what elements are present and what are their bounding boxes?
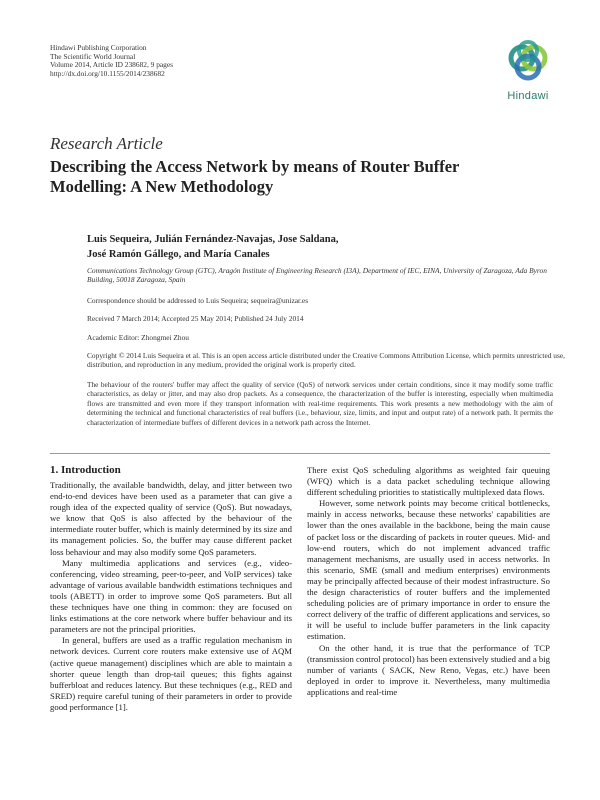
hindawi-logo-text: Hindawi (507, 90, 549, 102)
author-list (87, 232, 557, 262)
authors-line-1: Luis Sequeira, Julián Fernández-Navajas, Jose Saldana, (87, 234, 339, 245)
article-type: Research Article (50, 134, 163, 153)
hindawi-logo (498, 36, 558, 102)
received-dates: Received 7 March 2014; Accepted 25 May 2014; Published 24 July 2014 (87, 314, 304, 323)
paragraph: There exist QoS scheduling algorithms as weighted fair queuing (WFQ) which is a data packet scheduling technique allowing different scheduling priorities to statistically multiplexed data flows. (307, 465, 550, 498)
section-heading: 1. Introduction (50, 464, 121, 476)
paragraph: However, some network points may become critical bottlenecks, mainly in access networks, because these networks' capabilities are lower than the ones available in the backbone, being the main cause of packet loss or the discarding of packets in router queues. Mid- and low-end routers, which do not implement advanced traffic management mechanisms, are usually used in access networks. In this scenario, SME (small and medium enterprises) environments may be principally affected because of their modest infrastructure. So the design characteristics of router buffers and the implemented scheduling policies are of primary importance in order to ensure the correct delivery of the traffic of different applications and services, so it will be useful to include buffer parameters in the link capacity estimation. (307, 498, 550, 642)
section-divider (50, 453, 550, 454)
paragraph: Traditionally, the available bandwidth, delay, and jitter between two end-to-end devices have been used as a parameter that can give a rough idea of the expected quality of service (QoS). But nowadays, we know that QoS is also affected by the behaviour of the intermediate router buffer, which is mainly determined by its size and its management policies. So, the buffer may cause different packet loss behaviour and may also modify some QoS parameters. (50, 480, 292, 557)
journal-name: The Scientific World Journal (50, 51, 136, 61)
affiliation: Communications Technology Group (GTC), Aragón Institute of Engineering Research (I3A), Department of IEC, EINA, University of Zaragoza, Ada Byron Building, 50018 Zaragoza, Spain (87, 266, 547, 285)
paragraph: Many multimedia applications and services (e.g., video-conferencing, video streaming, peer-to-peer, and VoIP services) take advantage of various available bandwidth estimations techniques and tools (ABETT) in order to improve some QoS parameters. But all these techniques have one thing in common: they are focused on links estimations at the core network where buffer behaviour and its parameters are not the principal priorities. (50, 557, 292, 635)
paragraph: On the other hand, it is true that the performance of TCP (transmission control protocol) has been extensively studied and a big number of variants ( SACK, New Reno, Vegas, etc.) have been deployed in order to improve it. Nevertheless, many multimedia applications and real-time (307, 642, 550, 697)
academic-editor: Academic Editor: Zhongmei Zhou (87, 333, 190, 342)
right-column (307, 465, 550, 698)
authors-line-2: José Ramón Gállego, and María Canales (87, 249, 270, 260)
left-column (50, 480, 292, 713)
correspondence: Correspondence should be addressed to Luis Sequeira; sequeira@unizar.es (87, 296, 309, 305)
journal-header (50, 44, 173, 78)
paper-title: Describing the Access Network by means of Router Buffer Modelling: A New Methodology (50, 157, 460, 196)
paragraph: In general, buffers are used as a traffic regulation mechanism in network devices. Current core routers make extensive use of AQM (active queue management) disciplines which are able to maintain a shorter queue length than drop-tail queues; this fights against bufferbloat and reduces latency. But these techniques (e.g., RED and SRED) require careful tuning of their parameters in order to provide good performance [1]. (50, 635, 292, 712)
doi-link[interactable]: http://dx.doi.org/10.1155/2014/238682 (50, 68, 165, 78)
abstract: The behaviour of the routers' buffer may affect the quality of service (QoS) of network services under certain conditions, since it may modify some traffic characteristics, as delay or jitter, and may also drop packets. As a consequence, the characterization of the buffer is interesting, especially when multimedia flows are transmitted and even more if they transport information with real-time requirements. This work presents a new methodology with the aim of determining the technical and functional characteristics of real buffers (i.e., behaviour, size, limits, and input and output rate) of a network path. It permits the characterization of intermediate buffers of different devices in a network path across the Internet. (87, 380, 553, 427)
hindawi-logo-icon (498, 36, 558, 90)
copyright-notice: Copyright © 2014 Luis Sequeira et al. This is an open access article distributed under the Creative Commons Attribution License, which permits unrestricted use, distribution, and reproduction in any medium, provided the original work is properly cited. (87, 351, 565, 370)
volume-info: Volume 2014, Article ID 238682, 9 pages (50, 60, 174, 70)
publisher-name: Hindawi Publishing Corporation (50, 43, 147, 52)
